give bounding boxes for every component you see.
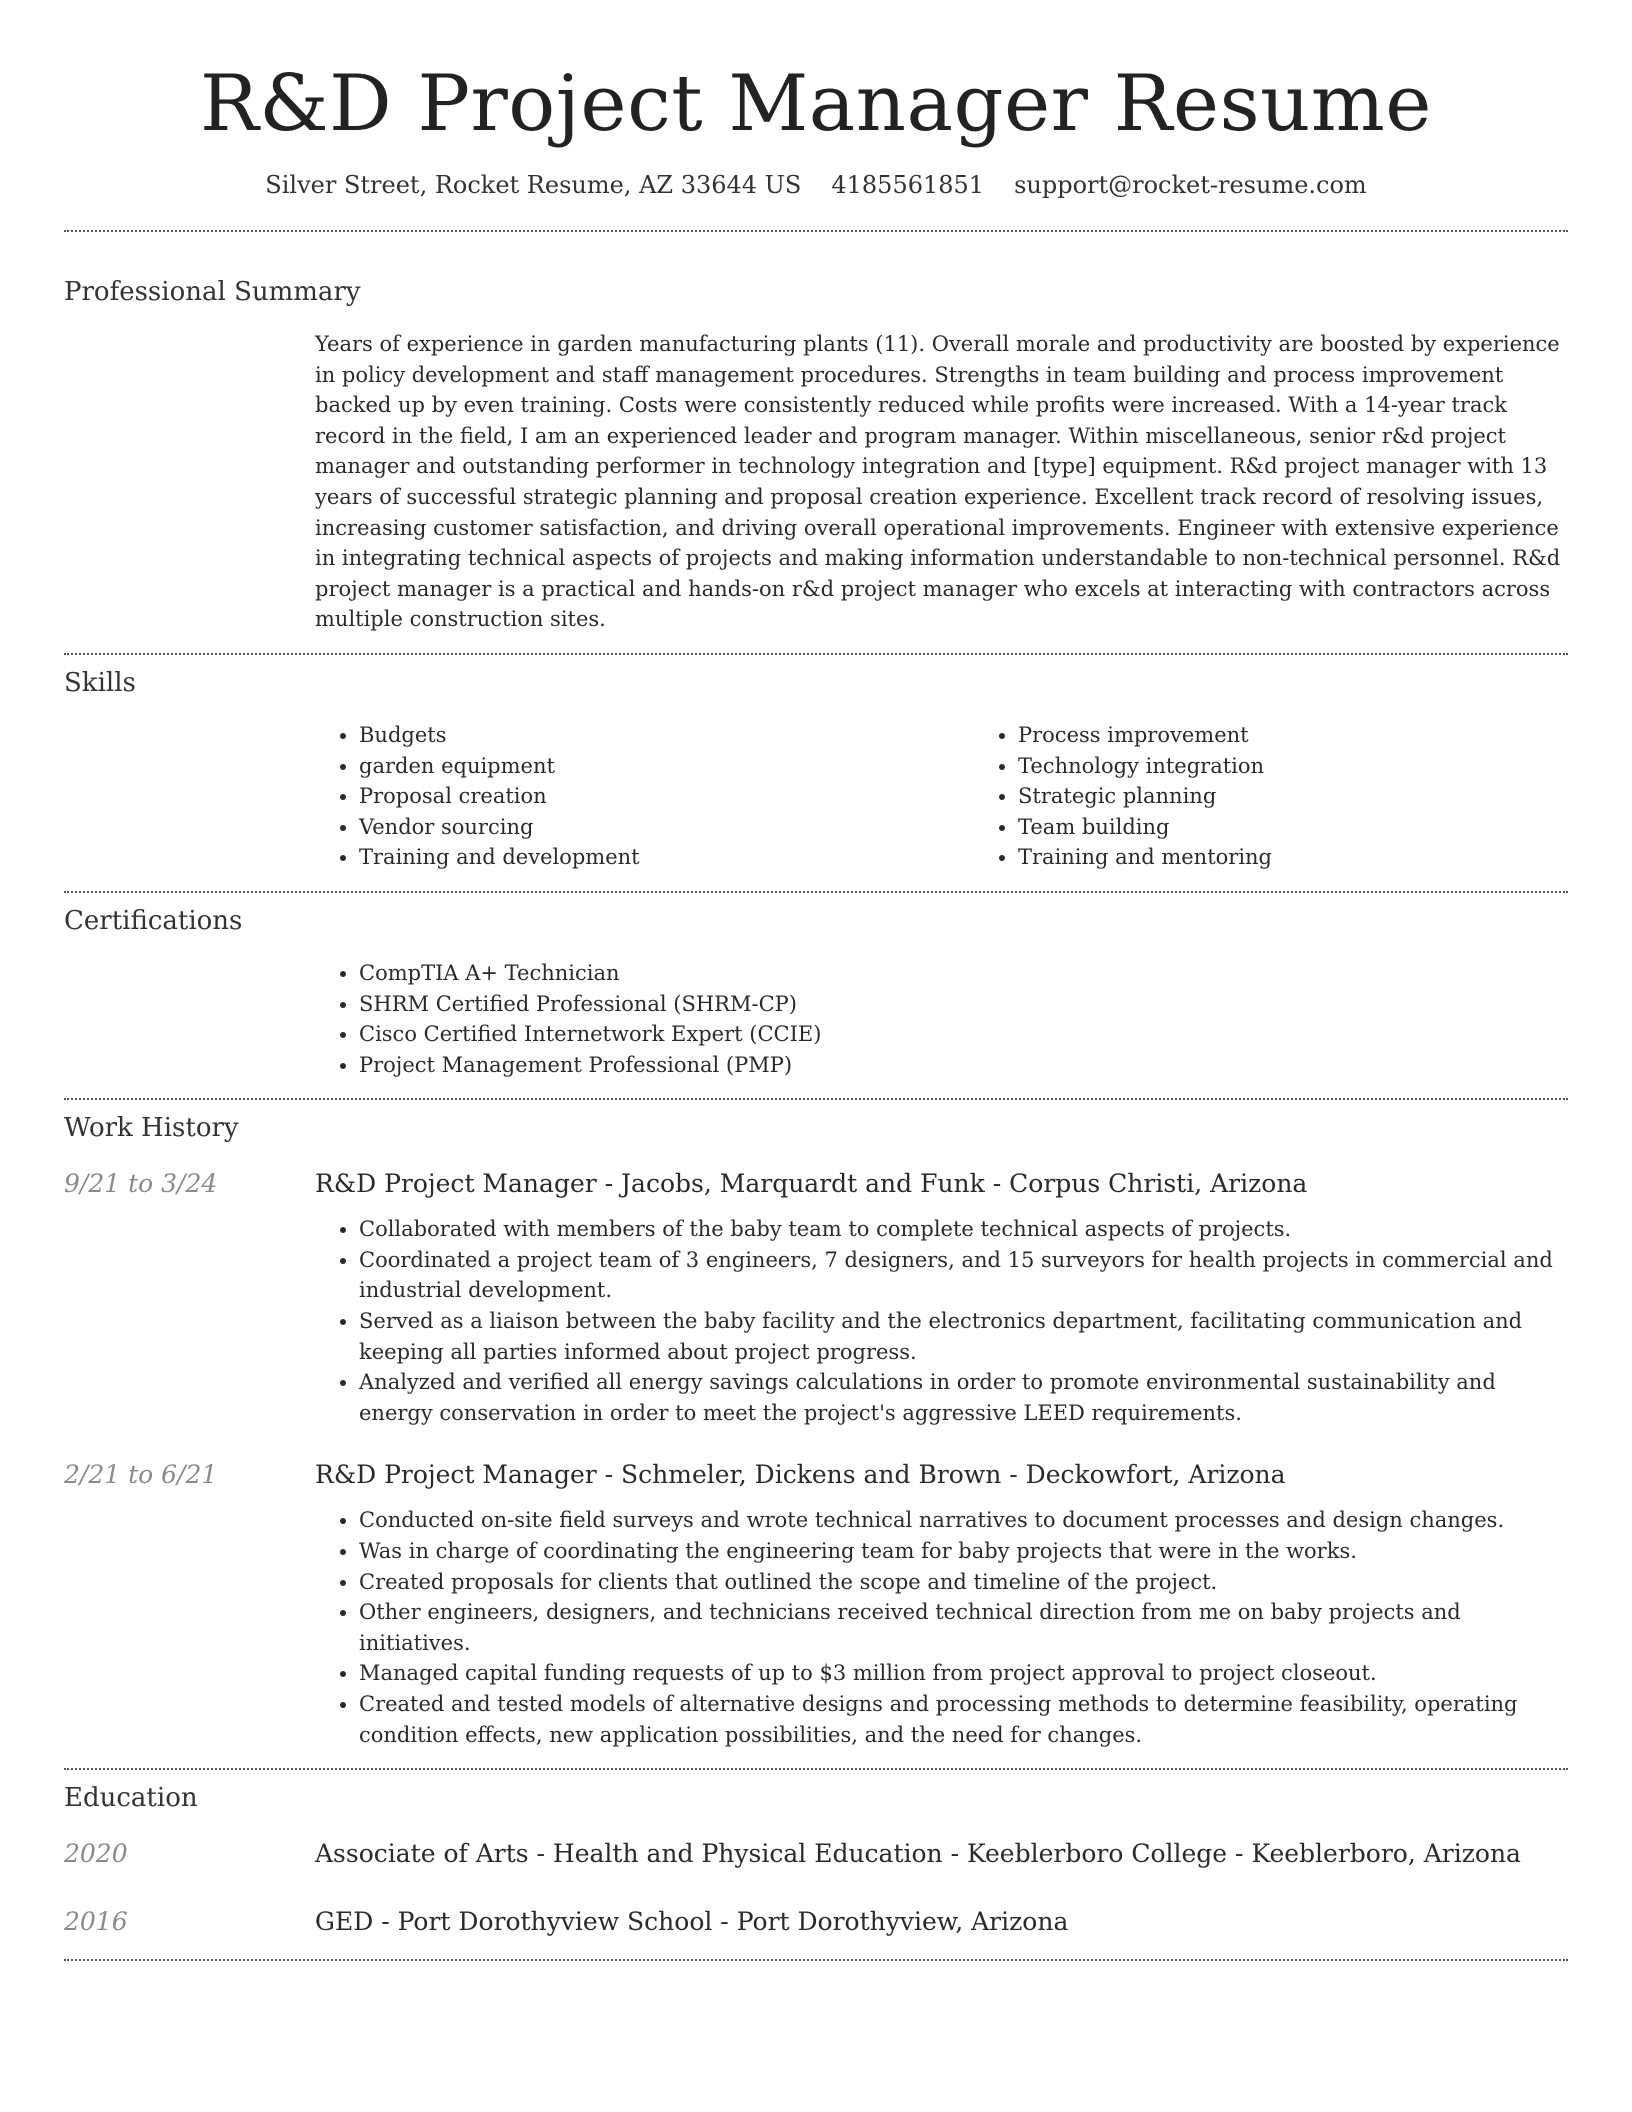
job-bullet: • Managed capital funding requests of up to $3 million from project approval to project closeout. (359, 1658, 1568, 1689)
job-bullet-list (315, 1505, 1568, 1750)
job-bullet: • Created proposals for clients that outlined the scope and timeline of the project. (359, 1567, 1568, 1598)
education-section (64, 1781, 1568, 1939)
education-entry (64, 1905, 1568, 1939)
certifications-section (64, 904, 1568, 1080)
skills-section (64, 666, 1568, 873)
certifications-heading: Certifications (64, 905, 243, 936)
skills-heading: Skills (64, 667, 136, 698)
contact-address: Silver Street, Rocket Resume, AZ 33644 US (265, 171, 802, 199)
education-heading: Education (64, 1783, 198, 1814)
section-divider (64, 1768, 1568, 1770)
summary-text: Years of experience in garden manufacturing plants (11). Overall morale and productivity are boosted by experience in policy development and staff management procedures. Strengths in team building and process improvement backed up by even training. Costs were consistently reduced while profits were increased. With a 14-year track record in the field, I am an experienced leader and program manager. Within miscellaneous, senior r&d project manager and outstanding performer in technology integration and [type] equipment. R&d project manager with 13 years of successful strategic planning and proposal creation experience. Excellent track record of resolving issues, increasing customer satisfaction, and driving overall operational improvements. Engineer with extensive experience in integrating technical aspects of projects and making information understandable to non-technical personnel. R&d project manager is a practical and hands-on r&d project manager who excels at interacting with contractors across multiple construction sites. (315, 332, 1561, 632)
resume-page (64, 0, 1568, 1961)
job-entry (64, 1458, 1568, 1750)
resume-title: R&D Project Manager Resume (200, 59, 1432, 149)
summary-heading: Professional Summary (64, 277, 361, 307)
job-dates: 9/21 to 3/24 (64, 1169, 218, 1199)
certification-item: • Cisco Certified Internetwork Expert (CCIE) (359, 1019, 1568, 1050)
skills-list-right (974, 720, 1632, 873)
skill-item: • Process improvement (1018, 720, 1632, 751)
job-duties (315, 1214, 1568, 1428)
job-bullet: • Coordinated a project team of 3 engineers, 7 designers, and 15 surveyors for health projects in commercial and industrial development. (359, 1245, 1568, 1306)
skill-item: • Strategic planning (1018, 781, 1632, 812)
job-title: R&D Project Manager - Jacobs, Marquardt and Funk - Corpus Christi, Arizona (315, 1169, 1308, 1199)
summary-body (315, 329, 1568, 635)
summary-section (64, 275, 1568, 635)
job-bullet: • Collaborated with members of the baby team to complete technical aspects of projects. (359, 1214, 1568, 1245)
job-entry (64, 1167, 1568, 1428)
job-bullet: • Created and tested models of alternative designs and processing methods to determine feasibility, operating condition effects, new application possibilities, and the need for changes. (359, 1689, 1568, 1750)
job-bullet: • Served as a liaison between the baby facility and the electronics department, facilitating communication and keeping all parties informed about project progress. (359, 1306, 1568, 1367)
skill-item: • garden equipment (359, 751, 974, 782)
education-title: GED - Port Dorothyview School - Port Dorothyview, Arizona (315, 1907, 1069, 1937)
certifications-list (315, 958, 1568, 1080)
education-year: 2020 (64, 1839, 128, 1869)
work-history-heading: Work History (64, 1113, 239, 1144)
skills-grid (315, 720, 1568, 873)
education-entry (64, 1837, 1568, 1871)
skill-item: • Team building (1018, 812, 1632, 843)
certifications-body (315, 958, 1568, 1080)
contact-phone: 4185561851 (831, 171, 985, 199)
job-bullet-list (315, 1214, 1568, 1428)
section-divider (64, 653, 1568, 655)
skill-item: • Technology integration (1018, 751, 1632, 782)
education-title: Associate of Arts - Health and Physical Education - Keeblerboro College - Keeblerboro, Arizona (315, 1839, 1521, 1869)
section-divider (64, 1959, 1568, 1961)
skill-item: • Training and mentoring (1018, 842, 1632, 873)
contact-line (64, 168, 1568, 202)
job-bullet: • Other engineers, designers, and technicians received technical direction from me on baby projects and initiatives. (359, 1597, 1568, 1658)
section-divider (64, 1098, 1568, 1100)
contact-email: support@rocket-resume.com (1014, 171, 1367, 199)
job-bullet: • Conducted on-site field surveys and wrote technical narratives to document processes and design changes. (359, 1505, 1568, 1536)
certification-item: • Project Management Professional (PMP) (359, 1050, 1568, 1081)
section-divider (64, 230, 1568, 232)
job-bullet: • Analyzed and verified all energy savings calculations in order to promote environmental sustainability and energy conservation in order to meet the project's aggressive LEED requirements. (359, 1367, 1568, 1428)
section-divider (64, 891, 1568, 893)
job-header (64, 1458, 1568, 1492)
skill-item: • Budgets (359, 720, 974, 751)
skill-item: • Vendor sourcing (359, 812, 974, 843)
job-title: R&D Project Manager - Schmeler, Dickens and Brown - Deckowfort, Arizona (315, 1460, 1286, 1490)
work-history-section (64, 1111, 1568, 1750)
certification-item: • CompTIA A+ Technician (359, 958, 1568, 989)
job-bullet: • Was in charge of coordinating the engineering team for baby projects that were in the works. (359, 1536, 1568, 1567)
skill-item: • Proposal creation (359, 781, 974, 812)
job-dates: 2/21 to 6/21 (64, 1460, 218, 1490)
certification-item: • SHRM Certified Professional (SHRM-CP) (359, 989, 1568, 1020)
job-header (64, 1167, 1568, 1201)
job-duties (315, 1505, 1568, 1750)
skill-item: • Training and development (359, 842, 974, 873)
education-year: 2016 (64, 1907, 128, 1937)
skills-list-left (315, 720, 974, 873)
